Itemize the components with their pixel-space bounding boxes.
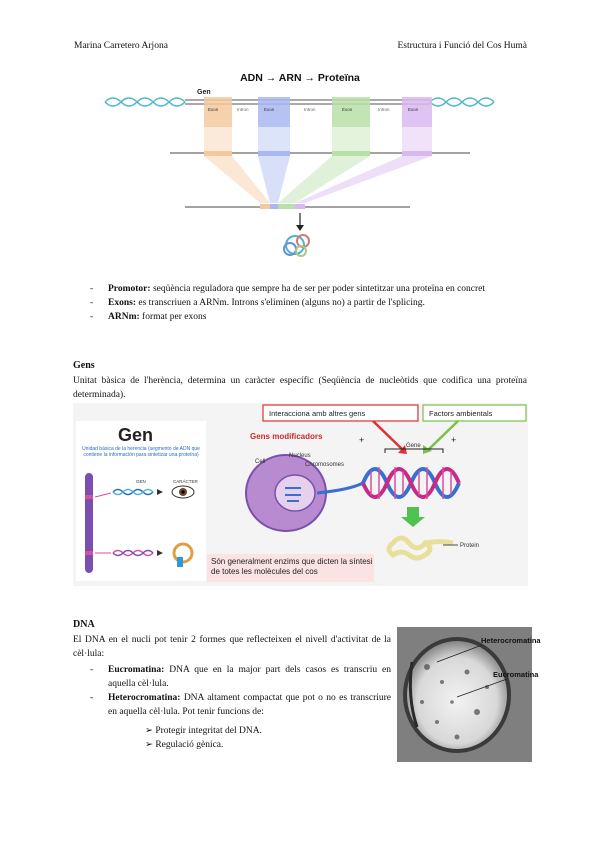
gen-description: Unidad básica de la herencia (segmento de ADN que contiene la información para sintetizar una proteína)	[82, 446, 200, 458]
caracter-column-label: CARÁCTER	[173, 479, 198, 484]
figure1-title: ADN → ARN → Proteïna	[240, 72, 360, 84]
function-item: ➢ Regulació gènica.	[145, 740, 224, 750]
gene-structure-diagram	[100, 85, 500, 265]
header-subject: Estructura i Funció del Cos Humà	[397, 41, 527, 51]
heterocromatina-label: Heterocromatina	[481, 636, 541, 645]
svg-text:+: +	[451, 435, 457, 445]
gene-label: Gene	[406, 443, 421, 449]
bullet-promotor: - Promotor: seqüència reguladora que sempre ha de ser per poder sintetitzar una proteïna en concret	[90, 284, 486, 294]
gens-modificadors-label: Gens modificadors	[250, 432, 323, 441]
svg-text:+: +	[359, 435, 365, 445]
dna-forms-list	[90, 663, 391, 719]
exon-label-2: Exon	[264, 107, 275, 112]
eye-icon	[172, 486, 194, 498]
chromatin-micrograph	[397, 627, 541, 762]
nucleus-shape	[275, 475, 315, 511]
arrow-bullet-icon: ➢	[145, 726, 156, 736]
gen-label: Gen	[197, 89, 211, 96]
intron-label-2: Intron	[304, 107, 316, 112]
nucleus-label: Nucleus	[289, 453, 311, 459]
heterocromatina-functions	[145, 724, 385, 752]
gen-title: Gen	[118, 425, 154, 445]
cell-label: Cell	[255, 459, 266, 465]
section-heading-gens: Gens	[73, 360, 95, 371]
bullet-exons: - Exons: es transcriuen a ARNm. Introns s'eliminen (alguns no) a partir de l'splicing.	[90, 298, 425, 308]
factors-text: Factors ambientals	[429, 409, 493, 418]
exon-label-1: Exon	[208, 107, 219, 112]
bullet-heterocromatina: - Heterocromatina: DNA altament compactat que pot o no es transcriure en aquella cèl·lula. Pot tenir funcions de:	[90, 693, 391, 717]
gens-definition: Unitat bàsica de l'herència, determina un caràcter específic (Seqüència de nucleòtids que codifica una proteïna determinada).	[73, 376, 527, 400]
intron-label-3: Intron	[378, 107, 390, 112]
bullet-list-gene-parts	[90, 282, 527, 324]
note-text: Són generalment enzims que dicten la síntesi de totes les molècules del cos	[211, 557, 373, 576]
gens-diagram	[73, 403, 528, 586]
gen-column-label: GEN	[136, 479, 146, 484]
protein-label: Protein	[460, 543, 480, 549]
dna-intro: El DNA en el nucli pot tenir 2 formes que reflecteixen el nivell d'activitat de la cèl·lula:	[73, 635, 391, 659]
arrow-bullet-icon: ➢	[145, 740, 156, 750]
exon-label-3: Exon	[342, 107, 353, 112]
exon-label-4: Exon	[408, 107, 419, 112]
section-heading-dna: DNA	[73, 619, 95, 630]
header-author: Marina Carretero Arjona	[74, 41, 168, 51]
intron-label-1: Intron	[237, 107, 249, 112]
bullet-arnm: - ARNm: format per exons	[90, 312, 207, 322]
function-item: ➢ Protegir integritat del DNA.	[145, 726, 262, 736]
interacciona-text: Interacciona amb altres gens	[269, 409, 366, 418]
eucromatina-label: Eucromatina	[493, 670, 539, 679]
bullet-eucromatina: - Eucromatina: DNA que en la major part dels casos es transcriu en aquella cèl·lula.	[90, 665, 391, 689]
chromosomes-label: Chromosomes	[305, 462, 345, 468]
